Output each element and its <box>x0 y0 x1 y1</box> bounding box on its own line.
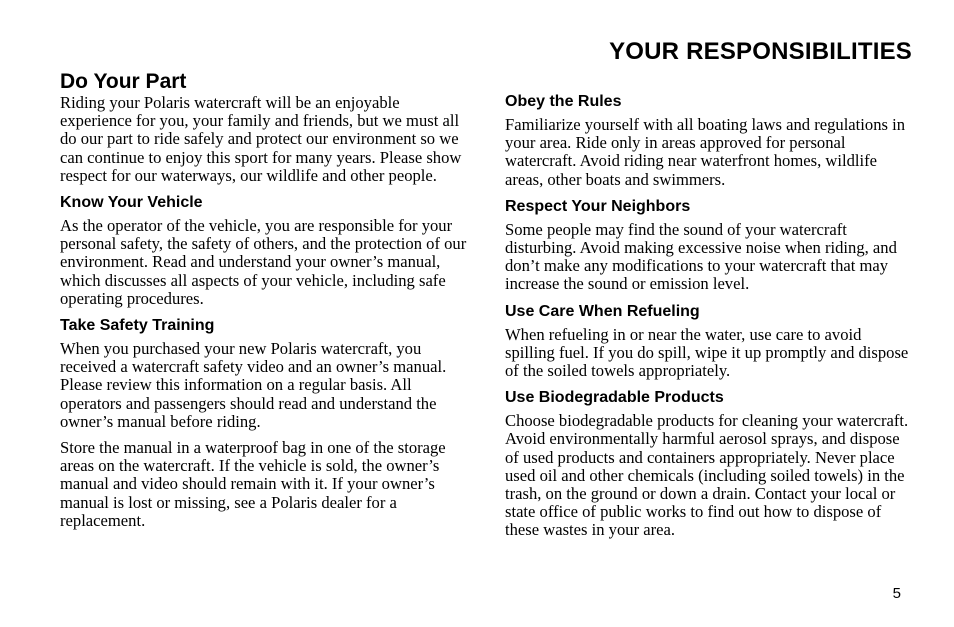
section-know-your-vehicle <box>60 193 468 308</box>
section-title: Know Your Vehicle <box>60 194 203 212</box>
page-number: 5 <box>892 585 901 602</box>
section-paragraph: Familiarize yourself with all boating laws and regulations in your area. Ride only in areas approved for personal watercraft. Avoid riding near waterfront homes, wildlife areas, other boats and swimmers. <box>505 115 906 189</box>
section-title: Obey the Rules <box>505 93 622 110</box>
page-header-title: YOUR RESPONSIBILITIES <box>609 38 912 65</box>
right-column <box>505 92 913 548</box>
section-paragraph: Some people may find the sound of your watercraft disturbing. Avoid making excessive noise when riding, and don’t make any modifications to your watercraft that may increase the sound or emission level. <box>505 219 897 294</box>
intro-paragraph: Riding your Polaris watercraft will be an enjoyable experience for you, your family and friends, but we must all do our part to ride safely and protect our environment so we can continue to enjoy this sport for many years. Please show respect for our waterways, our wildlife and other people. <box>60 93 462 185</box>
section-paragraph: Store the manual in a waterproof bag in one of the storage areas on the watercraft. If the vehicle is sold, the owner’s manual and video should remain with it. If your owner’s manual is lost or missing, see a Polaris dealer for a replacement. <box>60 438 446 530</box>
section-title: Take Safety Training <box>60 317 215 335</box>
section-paragraph: When refueling in or near the water, use care to avoid spilling fuel. If you do spill, wipe it up promptly and dispose of the soiled towels appropriately. <box>505 324 909 381</box>
section-use-biodegradable-products <box>505 388 913 539</box>
section-respect-your-neighbors <box>505 197 913 294</box>
section-title: Respect Your Neighbors <box>505 197 691 215</box>
section-use-care-when-refueling <box>505 302 913 381</box>
section-title: Use Care When Refueling <box>505 302 700 320</box>
left-column <box>60 68 468 538</box>
section-obey-the-rules <box>505 92 913 189</box>
main-title: Do Your Part <box>60 70 187 93</box>
section-title: Use Biodegradable Products <box>505 389 724 407</box>
section-paragraph: When you purchased your new Polaris watercraft, you received a watercraft safety video and an owner’s manual. Please review this information on a regular basis. All operators and passengers should read and understand the owner’s manual before riding. <box>60 339 447 431</box>
section-take-safety-training <box>60 316 468 530</box>
section-paragraph: As the operator of the vehicle, you are responsible for your personal safety, the safety of others, and the protection of our environment. Read and understand your owner’s manual, which discusses all aspects of your vehicle, including safe operating procedures. <box>60 216 467 308</box>
section-paragraph: Choose biodegradable products for cleaning your watercraft. Avoid environmentally harmful aerosol sprays, and dispose of used products and containers appropriately. Never place used oil and other chemicals (including soiled towels) in the trash, on the ground or down a drain. Contact your local or state office of public works to find out how to dispose of these wastes in your area. <box>505 411 909 540</box>
